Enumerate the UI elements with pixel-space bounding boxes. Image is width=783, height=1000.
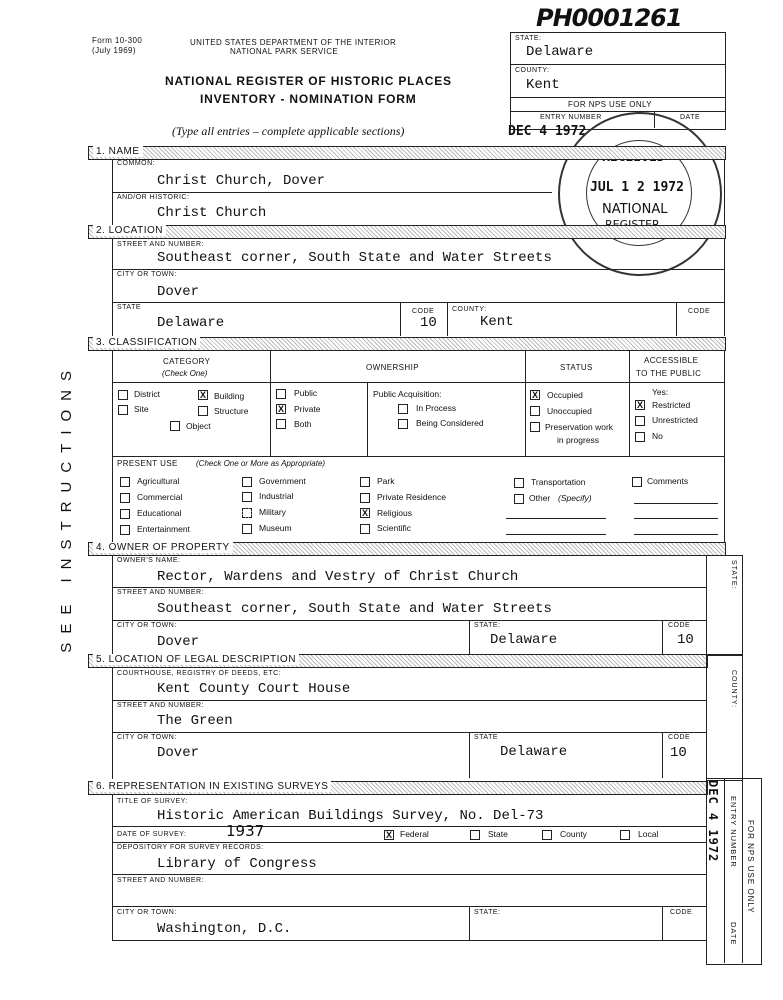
location-state-label: STATE: [117, 304, 142, 311]
status-occupied-label: Occupied: [547, 390, 583, 400]
access-unrestricted-label: Unrestricted: [652, 415, 698, 425]
accessible-label: ACCESSIBLE: [644, 356, 699, 365]
stamp-line3: NATIONAL: [602, 202, 668, 217]
side-county-value: Kent: [526, 77, 560, 93]
owner-code-label: CODE: [668, 622, 691, 629]
location-street: Southeast corner, South State and Water Streets: [157, 250, 552, 266]
section-5-side-box: [706, 655, 743, 781]
legal-state: Delaware: [500, 744, 568, 760]
department: UNITED STATES DEPARTMENT OF THE INTERIOR: [190, 38, 397, 47]
status-unoccupied-label: Unoccupied: [547, 406, 592, 416]
use-agricultural-checkbox[interactable]: [120, 477, 130, 487]
survey-county-label: County: [560, 829, 587, 839]
section-3-header: [88, 337, 726, 351]
survey-city-label: CITY OR TOWN:: [117, 909, 177, 916]
survey-street-label: STREET AND NUMBER:: [117, 877, 205, 884]
nps-only-label: FOR NPS USE ONLY: [568, 100, 653, 109]
cat-site-label: Site: [134, 404, 149, 414]
side-county-label: COUNTY:: [515, 67, 550, 74]
use-military-label: Military: [259, 507, 286, 517]
side-state-label: STATE:: [515, 35, 542, 42]
section-6-header: [88, 781, 708, 795]
use-commercial-checkbox[interactable]: [120, 493, 130, 503]
use-other-checkbox[interactable]: [514, 494, 524, 504]
acq-in-process-checkbox[interactable]: [398, 404, 408, 414]
depository: Library of Congress: [157, 856, 317, 872]
use-entertainment-label: Entertainment: [137, 524, 190, 534]
owner-state: Delaware: [490, 632, 558, 648]
cat-building-checkbox[interactable]: X: [199, 390, 206, 400]
ownership-label: OWNERSHIP: [366, 363, 419, 372]
section-4-title: 4. OWNER OF PROPERTY: [93, 542, 233, 553]
cat-object-label: Object: [186, 421, 211, 431]
section-5-header: [88, 654, 708, 668]
status-label: STATUS: [560, 363, 593, 372]
use-religious-checkbox[interactable]: X: [361, 508, 368, 518]
form-title: NATIONAL REGISTER OF HISTORIC PLACES: [165, 74, 452, 88]
use-specify-note: (Specify): [558, 493, 592, 503]
section-4-side-label: STATE:: [730, 560, 737, 590]
use-private-residence-label: Private Residence: [377, 492, 446, 502]
historic-name: Christ Church: [157, 205, 267, 221]
location-code2-label: CODE: [688, 308, 711, 315]
public-acquisition-label: Public Acquisition:: [373, 389, 442, 399]
use-educational-label: Educational: [137, 508, 182, 518]
cat-structure-label: Structure: [214, 406, 249, 416]
present-use-label: PRESENT USE: [117, 459, 178, 468]
location-code-label: CODE: [412, 308, 435, 315]
survey-federal-label: Federal: [400, 829, 429, 839]
cat-district-label: District: [134, 389, 160, 399]
legal-state-label: STATE: [474, 734, 499, 741]
owner-street-label: STREET AND NUMBER:: [117, 589, 205, 596]
section-6-title: 6. REPRESENTATION IN EXISTING SURVEYS: [93, 781, 331, 792]
use-museum-label: Museum: [259, 523, 292, 533]
section-4-side-box: [706, 555, 743, 655]
location-city-label: CITY OR TOWN:: [117, 271, 177, 278]
section-5-title: 5. LOCATION OF LEGAL DESCRIPTION: [93, 654, 299, 665]
legal-street: The Green: [157, 713, 233, 729]
use-comments-label: Comments: [647, 476, 689, 486]
own-public-checkbox[interactable]: [276, 389, 286, 399]
check-one-note: (Check One): [162, 369, 208, 378]
use-private-residence-checkbox[interactable]: [360, 493, 370, 503]
owner-code: 10: [677, 632, 694, 648]
survey-county-checkbox[interactable]: [542, 830, 552, 840]
location-city: Dover: [157, 284, 200, 300]
owner-street: Southeast corner, South State and Water Streets: [157, 601, 552, 617]
survey-code-label: CODE: [670, 909, 693, 916]
acq-considered-label: Being Considered: [416, 418, 484, 428]
side-stamp: DEC 4 1972: [706, 780, 720, 863]
see-instructions: SEE INSTRUCTIONS: [58, 362, 75, 653]
own-public-label: Public: [294, 388, 318, 398]
use-transportation-label: Transportation: [531, 477, 586, 487]
depository-label: DEPOSITORY FOR SURVEY RECORDS:: [117, 844, 264, 851]
section-2-title: 2. LOCATION: [93, 225, 166, 236]
category-label: CATEGORY: [163, 357, 211, 366]
courthouse-label: COURTHOUSE, REGISTRY OF DEEDS, ETC:: [117, 670, 282, 677]
to-public-label: TO THE PUBLIC: [636, 369, 702, 378]
status-unoccupied-checkbox[interactable]: [530, 406, 540, 416]
side-entry-number: ENTRY NUMBER: [729, 796, 738, 868]
access-no-label: No: [652, 431, 663, 441]
use-park-checkbox[interactable]: [360, 477, 370, 487]
cat-structure-checkbox[interactable]: [198, 406, 208, 416]
section-5-side-label: COUNTY:: [730, 670, 737, 709]
use-museum-checkbox[interactable]: [242, 524, 252, 534]
own-private-label: Private: [294, 404, 321, 414]
use-industrial-checkbox[interactable]: [242, 492, 252, 502]
acq-considered-checkbox[interactable]: [398, 419, 408, 429]
stamp-line2: JUL 1 2 1972: [590, 180, 684, 195]
acq-in-process-label: In Process: [416, 403, 457, 413]
owner-name-label: OWNER'S NAME:: [117, 557, 181, 564]
location-state: Delaware: [157, 315, 225, 331]
legal-code: 10: [670, 745, 687, 761]
access-unrestricted-checkbox[interactable]: [635, 416, 645, 426]
own-both-checkbox[interactable]: [276, 419, 286, 429]
common-label: COMMON:: [117, 160, 156, 167]
survey-local-label: Local: [638, 829, 659, 839]
location-code: 10: [420, 315, 437, 331]
use-scientific-checkbox[interactable]: [360, 524, 370, 534]
access-restricted-label: Restricted: [652, 400, 691, 410]
location-county: Kent: [480, 314, 514, 330]
survey-date: 1937: [226, 822, 265, 840]
form-number: Form 10-300: [92, 36, 143, 45]
legal-city-label: CITY OR TOWN:: [117, 734, 177, 741]
cat-site-checkbox[interactable]: [118, 405, 128, 415]
service: NATIONAL PARK SERVICE: [230, 47, 339, 56]
date-stamp: DEC 4 1972: [508, 124, 587, 139]
location-street-label: STREET AND NUMBER:: [117, 241, 205, 248]
side-state-value: Delaware: [526, 44, 594, 60]
own-both-label: Both: [294, 419, 312, 429]
use-comments-checkbox[interactable]: [632, 477, 642, 487]
use-religious-label: Religious: [377, 508, 412, 518]
section-2-header: [88, 225, 726, 239]
survey-city: Washington, D.C.: [157, 921, 292, 937]
survey-state-label: STATE:: [474, 909, 501, 916]
legal-city: Dover: [157, 745, 200, 761]
access-restricted-checkbox[interactable]: X: [636, 400, 643, 410]
use-scientific-label: Scientific: [377, 523, 412, 533]
location-county-label: COUNTY:: [452, 306, 487, 313]
use-transportation-checkbox[interactable]: [514, 478, 524, 488]
use-industrial-label: Industrial: [259, 491, 294, 501]
status-preservation-checkbox[interactable]: [530, 422, 540, 432]
instructions-note: (Type all entries – complete applicable sections): [172, 124, 405, 138]
cat-object-checkbox[interactable]: [170, 421, 180, 431]
survey-title: Historic American Buildings Survey, No. Del-73: [157, 808, 544, 824]
form-subtitle: INVENTORY - NOMINATION FORM: [200, 92, 417, 106]
survey-state-checkbox[interactable]: [470, 830, 480, 840]
use-entertainment-checkbox[interactable]: [120, 525, 130, 535]
section-4-header: [88, 542, 726, 556]
courthouse: Kent County Court House: [157, 681, 351, 697]
use-commercial-label: Commercial: [137, 492, 183, 502]
historic-label: AND/OR HISTORIC:: [117, 194, 190, 201]
use-military-checkbox[interactable]: [242, 508, 252, 518]
section-1-header: [88, 146, 726, 160]
legal-street-label: STREET AND NUMBER:: [117, 702, 205, 709]
status-in-progress-label: in progress: [557, 435, 600, 445]
date-label: DATE: [680, 114, 701, 121]
status-preservation-label: Preservation work: [545, 422, 614, 432]
access-no-checkbox[interactable]: [635, 432, 645, 442]
use-educational-checkbox[interactable]: [120, 509, 130, 519]
form-date: (July 1969): [92, 46, 136, 55]
survey-date-label: DATE OF SURVEY:: [117, 831, 187, 838]
cat-district-checkbox[interactable]: [118, 390, 128, 400]
owner-name: Rector, Wardens and Vestry of Christ Church: [157, 569, 519, 585]
survey-title-label: TITLE OF SURVEY:: [117, 798, 188, 805]
side-nps-only: FOR NPS USE ONLY: [746, 820, 755, 914]
cat-building-label: Building: [214, 391, 245, 401]
survey-local-checkbox[interactable]: [620, 830, 630, 840]
use-government-label: Government: [259, 476, 306, 486]
present-use-note: (Check One or More as Appropriate): [196, 459, 326, 468]
owner-state-label: STATE:: [474, 622, 501, 629]
status-occupied-checkbox[interactable]: X: [531, 390, 538, 400]
owner-city-label: CITY OR TOWN:: [117, 622, 177, 629]
use-park-label: Park: [377, 476, 395, 486]
common-name: Christ Church, Dover: [157, 173, 326, 189]
survey-federal-checkbox[interactable]: X: [385, 830, 392, 840]
use-agricultural-label: Agricultural: [137, 476, 180, 486]
section-3-title: 3. CLASSIFICATION: [93, 337, 200, 348]
own-private-checkbox[interactable]: X: [277, 404, 284, 414]
handwritten-id: PH0001261: [536, 4, 682, 32]
section-1-title: 1. NAME: [93, 146, 143, 157]
use-other-label: Other: [529, 493, 551, 503]
use-government-checkbox[interactable]: [242, 477, 252, 487]
owner-city: Dover: [157, 634, 200, 650]
access-yes-label: Yes:: [652, 387, 669, 397]
survey-state-label: State: [488, 829, 508, 839]
entry-number-label: ENTRY NUMBER: [540, 114, 602, 121]
side-date: DATE: [729, 922, 738, 946]
legal-code-label: CODE: [668, 734, 691, 741]
